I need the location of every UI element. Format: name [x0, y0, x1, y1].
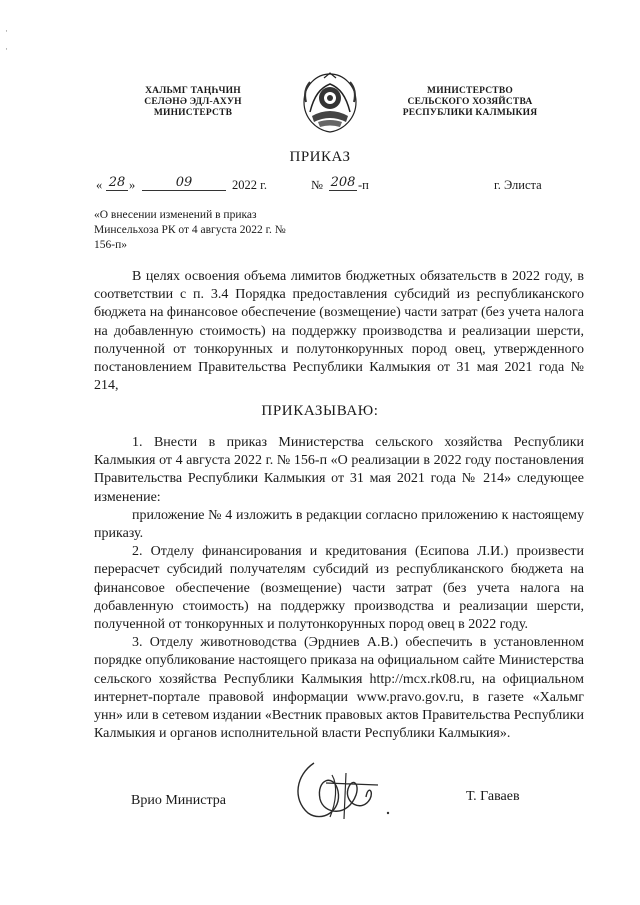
header-left-kalmyk — [108, 86, 278, 119]
header-line: РЕСПУБЛИКИ КАЛМЫКИЯ — [402, 108, 538, 118]
header-line: МИНИСТЕРСТВ — [153, 108, 233, 118]
header-line: ХАЛЬМГ ТАҢҺЧИН — [145, 86, 241, 96]
signatory-position: Врио Министра — [131, 793, 226, 808]
signatory-name: Т. Гаваев — [466, 789, 520, 804]
handwritten-signature — [286, 755, 396, 825]
order-subject: «О внесении изменений в приказ Минсельхоза РК от 4 августа 2022 г. № 156-п» — [94, 209, 286, 251]
header-line: СЕЛӘНӘ ЭДЛ-АХУН — [144, 97, 242, 107]
order-items — [94, 434, 584, 743]
header-line: МИНИСТЕРСТВО — [427, 86, 513, 96]
order-item: 1. Внести в приказ Министерства сельского хозяйства Республики Калмыкия от 4 августа 2022 г. № 156-п «О реализации в 2022 году постановления Правительства Республики Калмыкия от 31 мая 2021 года № 214» следующее изменение: — [94, 435, 584, 505]
scan-speck: · — [5, 44, 8, 54]
order-number: 208 — [330, 175, 356, 190]
order-heading: ПРИКАЗЫВАЮ: — [261, 403, 379, 419]
date-number-line — [96, 175, 556, 196]
order-subitem: приложение № 4 изложить в редакции согласно приложению к настоящему приказу. — [94, 507, 584, 542]
scan-speck: · — [5, 26, 8, 36]
number-prefix: № — [311, 178, 323, 192]
preamble-paragraph — [94, 268, 584, 395]
number-suffix: -п — [358, 178, 369, 192]
order-day: 28 — [106, 175, 128, 191]
order-item: 2. Отделу финансирования и кредитования (Есипова Л.И.) произвести перерасчет субсидий получателям субсидий из республиканского бюджета на финансовое обеспечение (возмещение) части затрат (без учета налога на добавленную стоимость) на поддержку производства и реализации шерсти, полученной от тонкорунных и полутонкорунных пород овец в 2022 году. — [94, 544, 584, 633]
order-item: 3. Отделу животноводства (Эрдниев А.В.) обеспечить в установленном порядке опубликование настоящего приказа на официальном сайте Министерства сельского хозяйства Республики Калмыкия http://mcx.rk08.ru, на официальном интернет-портале правовой информации www.pravo.gov.ru, в газете «Хальмг унн» или в сетевом издании «Вестник правовых актов Правительства Республики Калмыкия и органов исполнительной власти Республики Калмыкия». — [94, 635, 584, 742]
order-month: 09 — [142, 175, 226, 191]
coat-of-arms-emblem — [300, 72, 360, 134]
city: г. Элиста — [494, 178, 542, 192]
header-right-russian — [385, 86, 555, 119]
header-line: СЕЛЬСКОГО ХОЗЯЙСТВА — [407, 97, 533, 107]
quote-open: « — [96, 178, 103, 192]
preamble-text: В целях освоения объема лимитов бюджетных обязательств в 2022 году, в соответствии с п. 3.4 Порядка предоставления субсидий из республиканского бюджета на финансовое обеспечение (возмещение) части затрат (без учета налога на добавленную стоимость) на поддержку производства и реализации шерсти, полученной от тонкорунных и полутонкорунных пород овец, утвержденного постановлением Правительства Республики Калмыкия от 31 мая 2021 года № 214, — [94, 269, 585, 394]
quote-close: » — [129, 178, 136, 192]
document-title: ПРИКАЗ — [289, 149, 351, 165]
order-year: 2022 г. — [232, 178, 267, 192]
